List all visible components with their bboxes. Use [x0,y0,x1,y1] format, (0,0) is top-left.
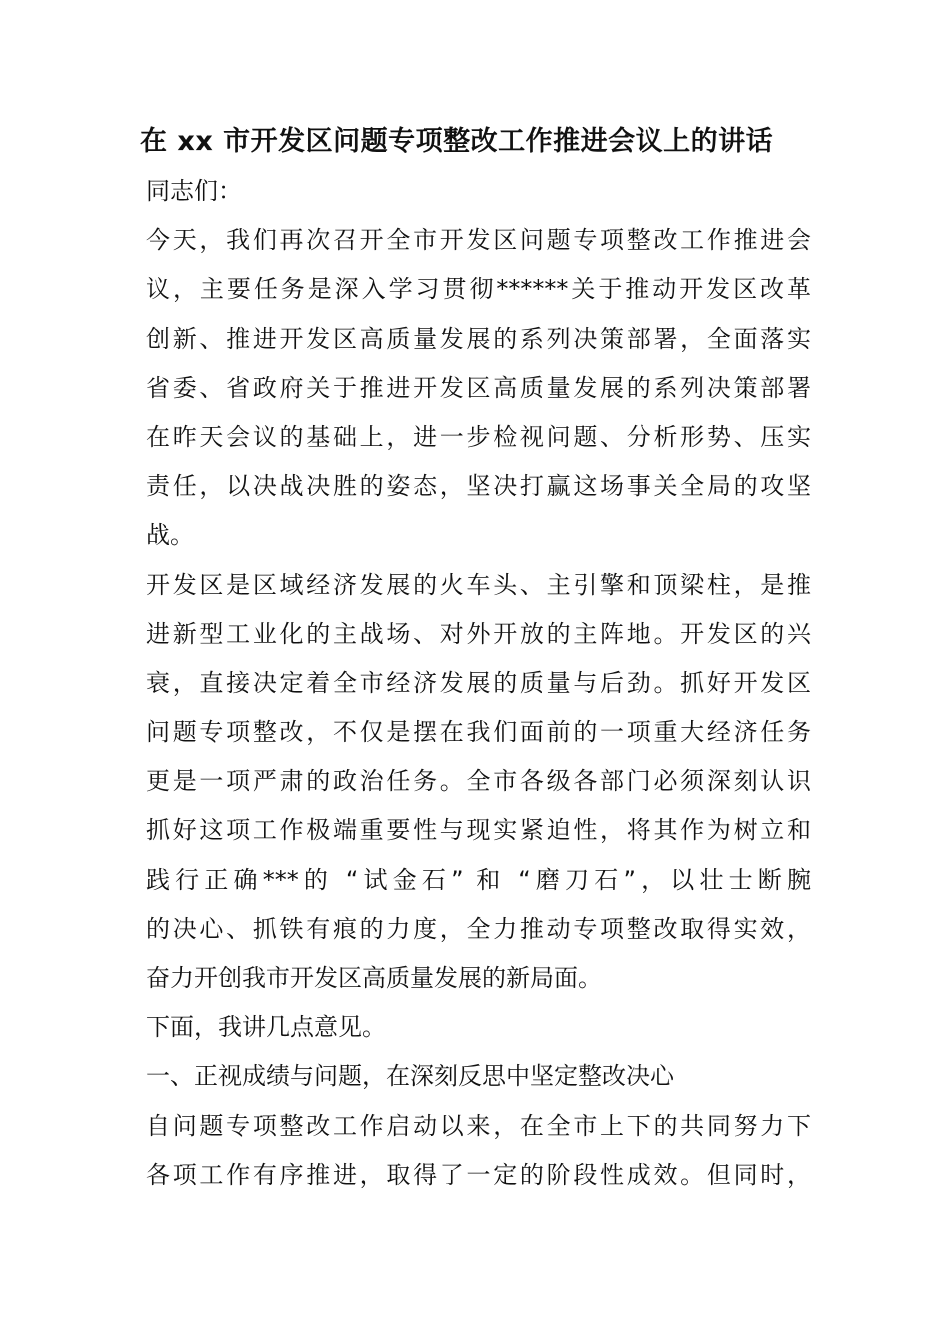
text-line: 更是一项严肃的政治任务。全市各级各部门必须深刻认识 [146,767,811,796]
text-line: 省委、省政府关于推进开发区高质量发展的系列决策部署 [146,373,811,402]
document-title: 在 xx 市开发区问题专项整改工作推进会议上的讲话 [140,126,774,157]
text-line: 问题专项整改，不仅是摆在我们面前的一项重大经济任务 [146,718,811,747]
text-line: 议，主要任务是深入学习贯彻******关于推动开发区改革 [146,275,811,304]
text-line: 抓好这项工作极端重要性与现实紧迫性，将其作为树立和 [146,816,811,845]
section-heading: 一、正视成绩与问题，在深刻反思中坚定整改决心 [146,1062,674,1091]
text-line: 开发区是区域经济发展的火车头、主引擎和顶梁柱，是推 [146,570,811,599]
text-line: 自问题专项整改工作启动以来，在全市上下的共同努力下 [146,1111,811,1140]
text-line: 践行正确***的 “试金石” 和 “磨刀石”，以壮士断腕 [146,865,811,894]
text-line: 创新、推进开发区高质量发展的系列决策部署，全面落实 [146,324,811,353]
text-line: 奋力开创我市开发区高质量发展的新局面。 [146,964,602,992]
text-line: 同志们： [146,177,242,205]
text-line: 今天，我们再次召开全市开发区问题专项整改工作推进会 [146,226,811,255]
text-line: 责任，以决战决胜的姿态，坚决打赢这场事关全局的攻坚 [146,472,811,501]
text-line: 进新型工业化的主战场、对外开放的主阵地。开发区的兴 [146,619,811,648]
document-body [146,167,811,1200]
text-line: 下面，我讲几点意见。 [146,1013,386,1042]
text-line: 各项工作有序推进，取得了一定的阶段性成效。但同时， [146,1160,811,1189]
text-line: 的决心、抓铁有痕的力度，全力推动专项整改取得实效， [146,914,811,943]
text-line: 在昨天会议的基础上，进一步检视问题、分析形势、压实 [146,422,811,451]
text-line: 衰，直接决定着全市经济发展的质量与后劲。抓好开发区 [146,668,811,697]
text-line: 战。 [146,521,194,550]
